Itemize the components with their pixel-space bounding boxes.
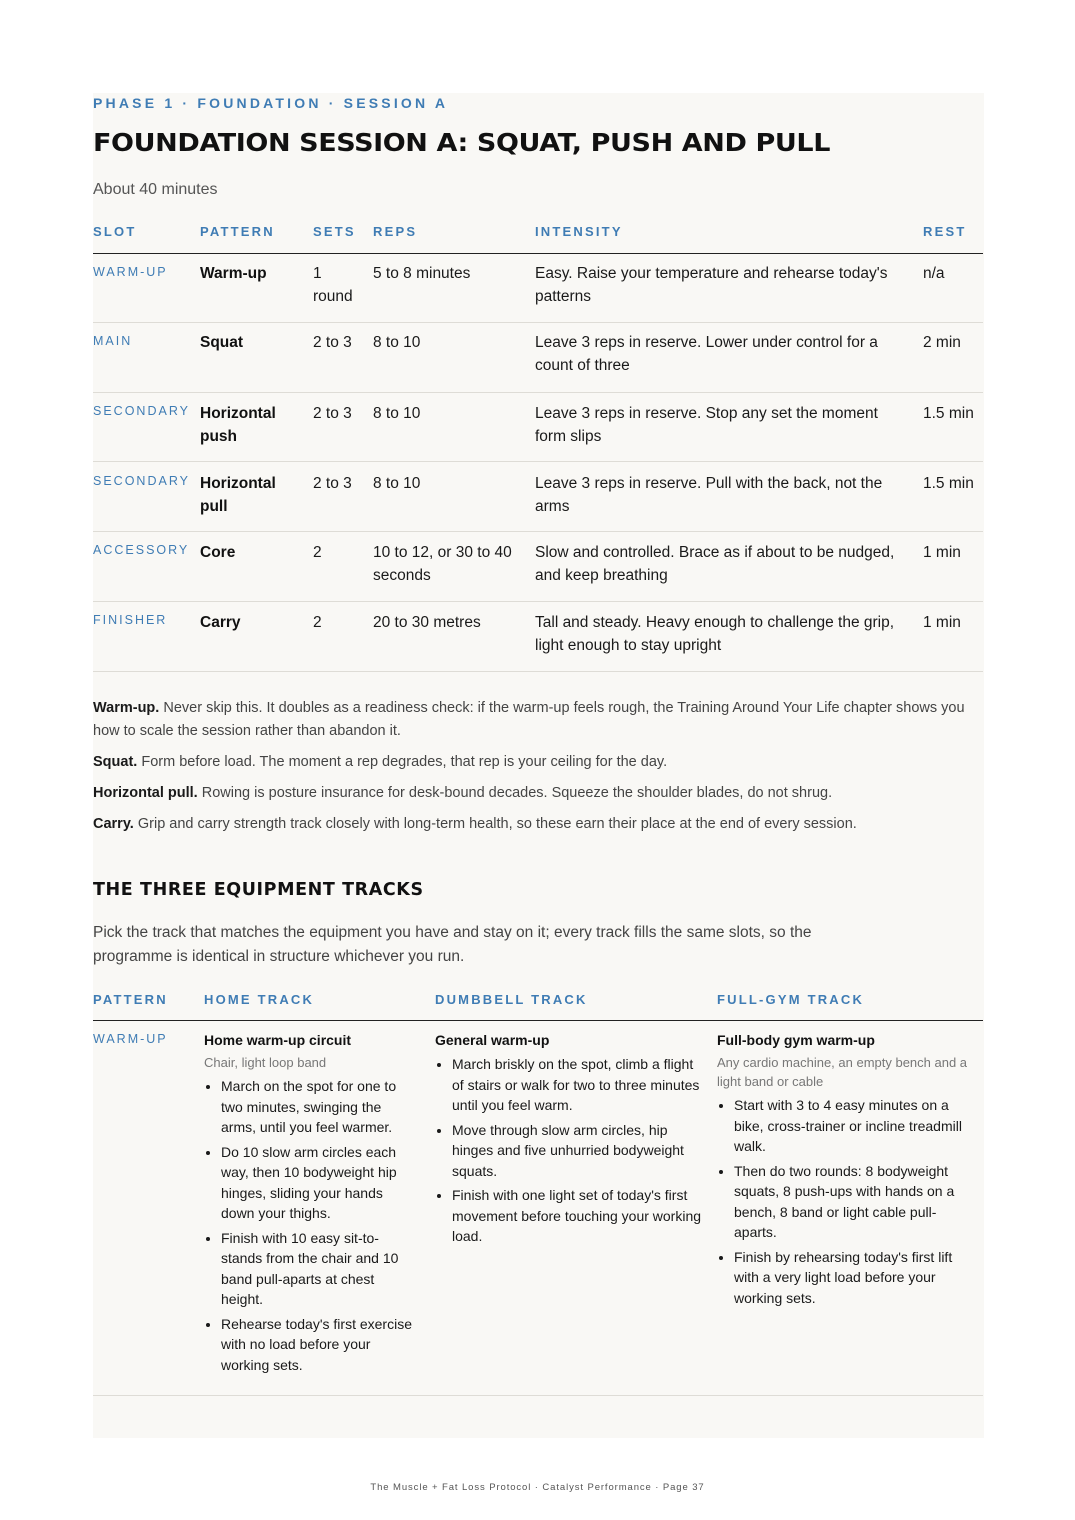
rest-value: 2 min xyxy=(923,334,961,351)
page-title: FOUNDATION SESSION A: SQUAT, PUSH AND PULL xyxy=(93,129,830,158)
header-home-track: HOME TRACK xyxy=(204,992,315,1007)
track-equipment: Any cardio machine, an empty bench and a light band or cable xyxy=(717,1055,968,1089)
header-intensity: INTENSITY xyxy=(535,224,623,239)
row-divider xyxy=(93,601,983,602)
list-item: • Then do two rounds: 8 bodyweight squats, 8 push-ups with hands on a bench, 8 band or light cable pull-aparts. xyxy=(734,1161,971,1243)
slot-label: ACCESSORY xyxy=(93,543,190,557)
note-text: Form before load. The moment a rep degrades, that rep is your ceiling for the day. xyxy=(141,754,668,770)
note-text: Rowing is posture insurance for desk-bound decades. Squeeze the shoulder blades, do not shrug. xyxy=(201,785,833,801)
list-item: • Move through slow arm circles, hip hinges and five unhurried bodyweight squats. xyxy=(452,1120,703,1182)
note-text: Grip and carry strength track closely with long-term health, so these earn their place at the end of every session. xyxy=(137,816,857,832)
header-rule xyxy=(93,1020,983,1021)
note-label: Squat. xyxy=(93,754,138,770)
header-slot: SLOT xyxy=(93,224,137,239)
note-label: Warm-up. xyxy=(93,700,160,716)
slot-label: FINISHER xyxy=(93,613,168,627)
slot-label: SECONDARY xyxy=(93,474,190,488)
header-pattern: PATTERN xyxy=(93,992,168,1007)
pattern-name: Carry xyxy=(200,614,241,631)
tracks-heading: THE THREE EQUIPMENT TRACKS xyxy=(93,880,424,900)
header-reps: REPS xyxy=(373,224,418,239)
track-steps xyxy=(717,1095,971,1308)
note-label: Carry. xyxy=(93,816,134,832)
row-divider xyxy=(93,531,983,532)
header-rest: REST xyxy=(923,224,967,239)
session-duration: About 40 minutes xyxy=(93,181,218,198)
sets-value: 2 xyxy=(313,544,322,561)
reps-value: 5 to 8 minutes xyxy=(373,265,471,282)
intensity-text: Leave 3 reps in reserve. Lower under control for a count of three xyxy=(535,334,878,374)
sets-value: 2 to 3 xyxy=(313,405,352,422)
list-item: • Finish with 10 easy sit-to-stands from the chair and 10 band pull-aparts at chest height. xyxy=(221,1228,420,1310)
rest-value: 1 min xyxy=(923,614,961,631)
rest-value: n/a xyxy=(923,265,945,282)
header-dumbbell-track: DUMBBELL TRACK xyxy=(435,992,588,1007)
row-divider xyxy=(93,1395,983,1396)
note-warm-up xyxy=(93,697,973,743)
intensity-text: Leave 3 reps in reserve. Pull with the back, not the arms xyxy=(535,475,883,515)
header-rule xyxy=(93,253,983,254)
reps-value: 8 to 10 xyxy=(373,475,421,492)
intensity-text: Slow and controlled. Brace as if about to be nudged, and keep breathing xyxy=(535,544,895,584)
note-horizontal-pull xyxy=(93,782,973,805)
list-item: • Rehearse today's first exercise with no load before your working sets. xyxy=(221,1314,420,1376)
note-label: Horizontal pull. xyxy=(93,785,198,801)
list-item: • March briskly on the spot, climb a flight of stairs or walk for two to three minutes until you feel warm. xyxy=(452,1054,703,1116)
note-text: Never skip this. It doubles as a readiness check: if the warm-up feels rough, the Training Around Your Life chapter shows you how to scale the session rather than abandon it. xyxy=(93,700,965,739)
sets-value: 2 to 3 xyxy=(313,475,352,492)
track-equipment: Chair, light loop band xyxy=(204,1055,327,1070)
note-carry xyxy=(93,813,973,836)
rest-value: 1 min xyxy=(923,544,961,561)
slot-label: MAIN xyxy=(93,334,133,348)
list-item: • March on the spot for one to two minutes, swinging the arms, until you feel warmer. xyxy=(221,1076,420,1138)
row-divider xyxy=(93,392,983,393)
sets-value: 2 to 3 xyxy=(313,334,352,351)
intensity-text: Leave 3 reps in reserve. Stop any set the moment form slips xyxy=(535,405,878,445)
row-divider xyxy=(93,671,983,672)
pattern-name: Core xyxy=(200,544,236,561)
track-title: General warm-up xyxy=(435,1032,550,1048)
full-gym-track-cell xyxy=(717,1030,971,1312)
rest-value: 1.5 min xyxy=(923,475,974,492)
tracks-intro: Pick the track that matches the equipment you have and stay on it; every track fills the same slots, so the programme is identical in structure whichever you run. xyxy=(93,924,812,965)
intensity-text: Easy. Raise your temperature and rehearse today's patterns xyxy=(535,265,888,305)
track-title: Full-body gym warm-up xyxy=(717,1032,875,1048)
list-item: • Do 10 slow arm circles each way, then 10 bodyweight hip hinges, sliding your hands down your thighs. xyxy=(221,1142,420,1224)
dumbbell-track-cell xyxy=(435,1030,703,1251)
list-item: • Finish with one light set of today's first movement before touching your working load. xyxy=(452,1185,703,1247)
track-steps xyxy=(204,1076,420,1375)
slot-label: WARM-UP xyxy=(93,1032,168,1046)
reps-value: 8 to 10 xyxy=(373,334,421,351)
track-steps xyxy=(435,1054,703,1247)
list-item: • Finish by rehearsing today's first lift with a very light load before your working sets. xyxy=(734,1247,971,1309)
header-pattern: PATTERN xyxy=(200,224,275,239)
reps-value: 20 to 30 metres xyxy=(373,614,481,631)
pattern-name: Squat xyxy=(200,334,244,351)
row-divider xyxy=(93,322,983,323)
note-squat xyxy=(93,751,973,774)
pattern-name: Warm-up xyxy=(200,265,267,282)
pattern-name: Horizontal pull xyxy=(200,475,276,515)
sets-value: 2 xyxy=(313,614,322,631)
section-eyebrow: PHASE 1 · FOUNDATION · SESSION A xyxy=(93,95,449,111)
header-full-gym-track: FULL-GYM TRACK xyxy=(717,992,865,1007)
home-track-cell xyxy=(204,1030,420,1379)
slot-label: WARM-UP xyxy=(93,265,168,279)
sets-value: 1 round xyxy=(313,265,353,305)
intensity-text: Tall and steady. Heavy enough to challenge the grip, light enough to stay upright xyxy=(535,614,895,654)
header-sets: SETS xyxy=(313,224,356,239)
row-divider xyxy=(93,461,983,462)
page-footer: The Muscle + Fat Loss Protocol · Catalyst Performance · Page 37 xyxy=(370,1482,705,1493)
reps-value: 8 to 10 xyxy=(373,405,421,422)
rest-value: 1.5 min xyxy=(923,405,974,422)
slot-label: SECONDARY xyxy=(93,404,190,418)
reps-value: 10 to 12, or 30 to 40 seconds xyxy=(373,544,512,584)
track-title: Home warm-up circuit xyxy=(204,1032,352,1048)
pattern-name: Horizontal push xyxy=(200,405,276,445)
list-item: • Start with 3 to 4 easy minutes on a bike, cross-trainer or incline treadmill walk. xyxy=(734,1095,971,1157)
